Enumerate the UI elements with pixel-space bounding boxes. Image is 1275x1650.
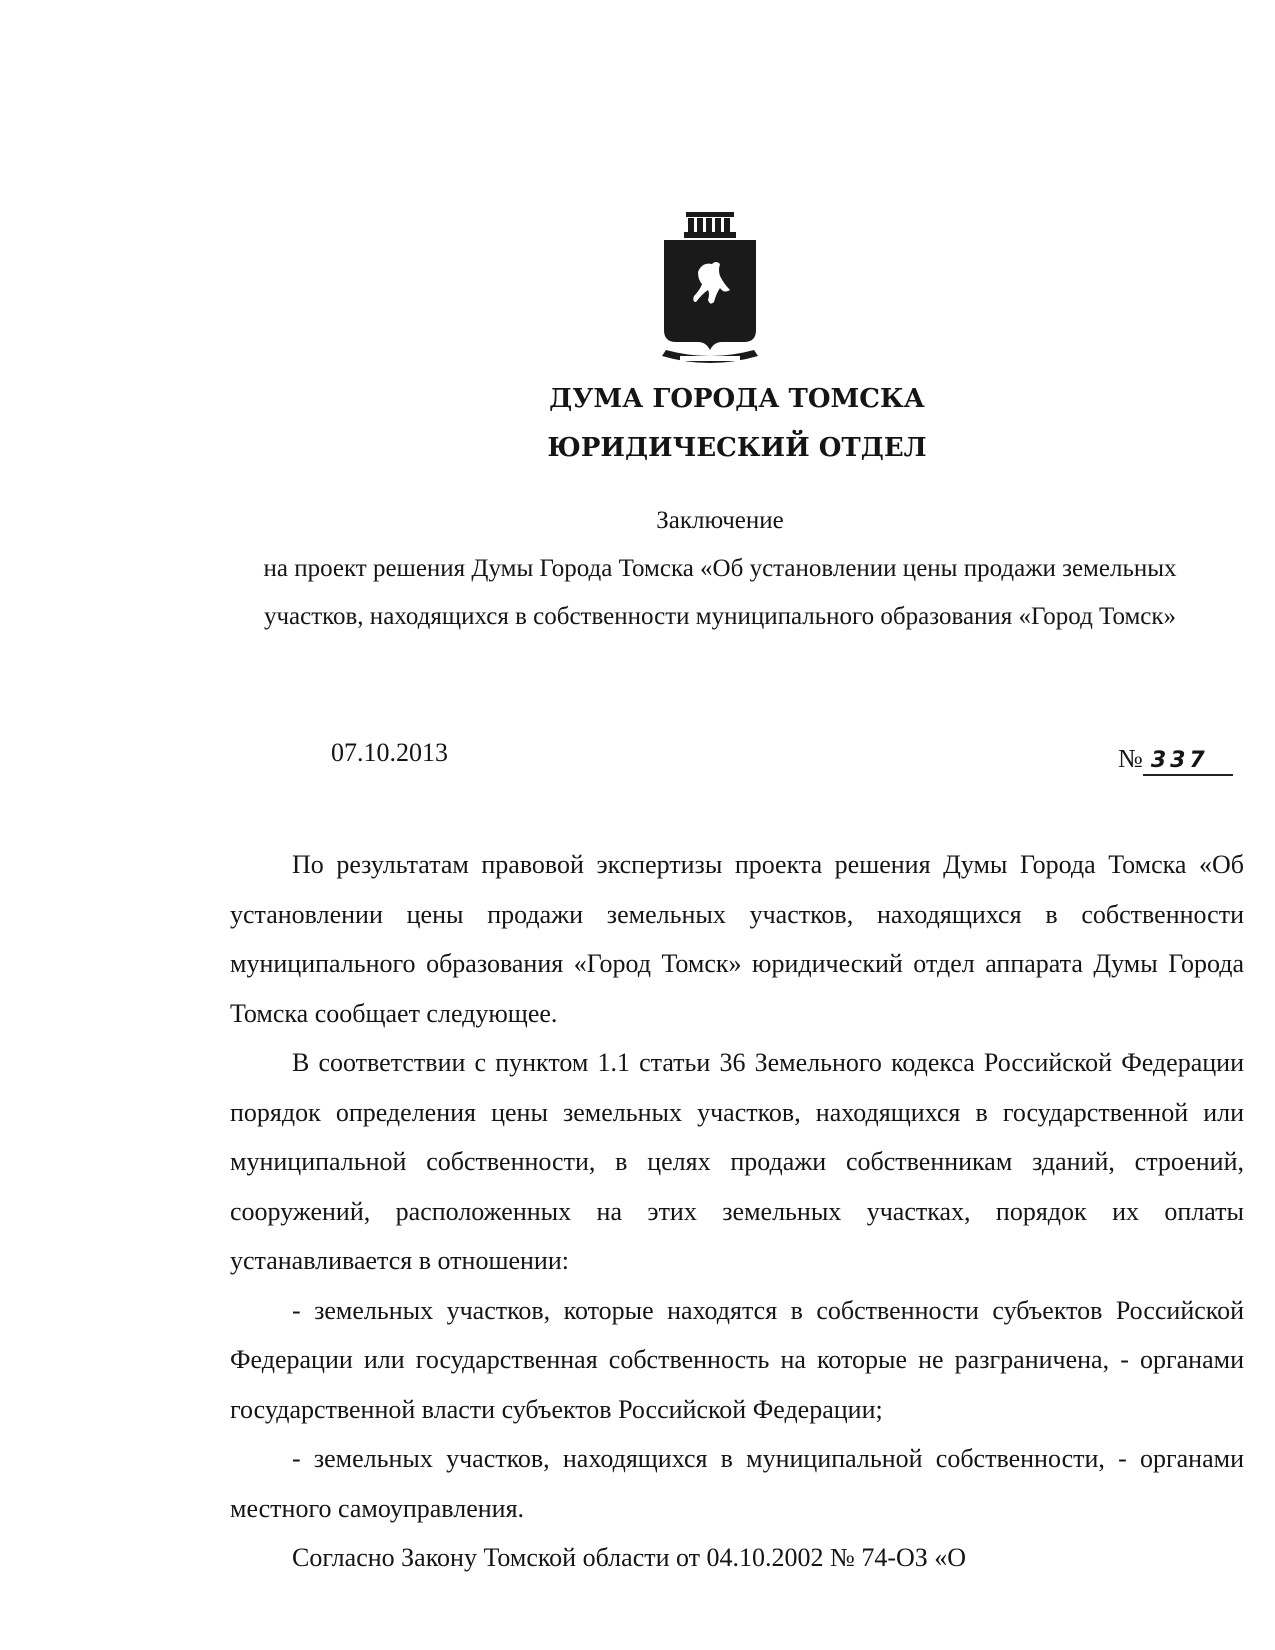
document-body xyxy=(230,840,1244,1583)
body-paragraph: Согласно Закону Томской области от 04.10.2002 № 74-ОЗ «О xyxy=(292,1543,967,1572)
body-paragraph: - земельных участков, находящихся в муниципальной собственности, - органами местного самоуправления. xyxy=(230,1444,1244,1523)
coat-of-arms-emblem xyxy=(658,210,762,370)
number-prefix: № xyxy=(1118,744,1143,773)
handwritten-number: 337 xyxy=(1143,748,1233,776)
department-heading: ЮРИДИЧЕСКИЙ ОТДЕЛ xyxy=(547,433,927,463)
document-number xyxy=(1118,744,1233,776)
body-paragraph: - земельных участков, которые находятся в собственности субъектов Российской Федерации или государственная собственность на которые не разграничена, - органами государственной власти субъектов Российской Федерации; xyxy=(230,1295,1244,1424)
document-subject: на проект решения Думы Города Томска «Об установлении цены продажи земельных участков, находящихся в собственности муниципального образования «Город Томск» xyxy=(263,555,1177,630)
document-date: 07.10.2013 xyxy=(331,738,448,767)
body-paragraph: В соответствии с пунктом 1.1 статьи 36 Земельного кодекса Российской Федерации порядок определения цены земельных участков, находящихся в государственной или муниципальной собственности, в целях продажи собственникам зданий, строений, сооружений, расположенных на этих земельных участках, порядок их оплаты устанавливается в отношении: xyxy=(230,1048,1244,1275)
document-title: Заключение xyxy=(656,507,784,534)
body-paragraph: По результатам правовой экспертизы проекта решения Думы Города Томска «Об установлении цены продажи земельных участков, находящихся в собственности муниципального образования «Город Томск» юридический отдел аппарата Думы Города Томска сообщает следующее. xyxy=(230,850,1244,1028)
organization-heading: ДУМА ГОРОДА ТОМСКА xyxy=(549,384,925,414)
